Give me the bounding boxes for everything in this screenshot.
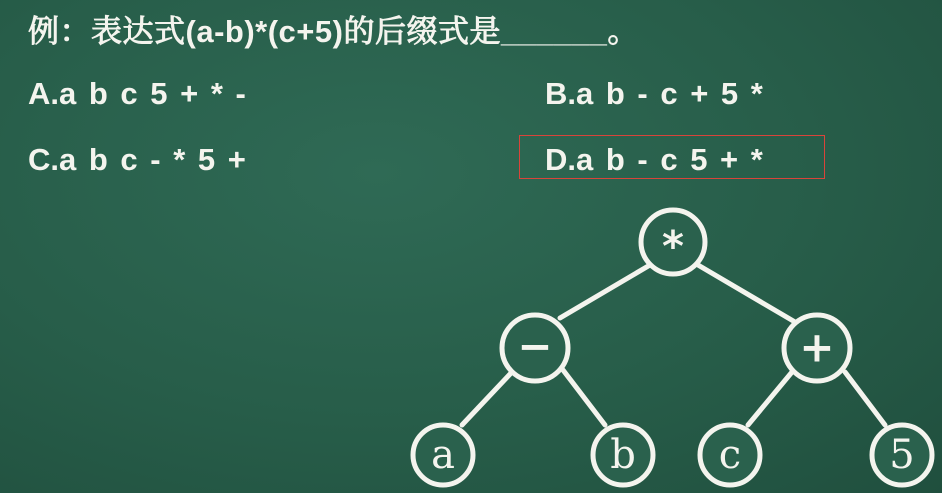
edge-root-right — [698, 265, 795, 322]
tree-leaf-b — [593, 425, 653, 485]
tree-node-root-label: * — [662, 221, 684, 271]
tree-leaf-c-label: c — [718, 432, 742, 478]
tree-leaf-a — [413, 425, 473, 485]
tree-node-plus — [784, 315, 850, 381]
edge-plus-5 — [845, 372, 885, 425]
tree-leaf-5-label: 5 — [889, 432, 915, 478]
tree-node-root — [641, 210, 705, 274]
tree-leaf-b-label: b — [610, 432, 636, 478]
tree-node-minus — [502, 315, 568, 381]
tree-leaf-c — [700, 425, 760, 485]
edge-root-left — [560, 265, 650, 318]
option-b: B.a b - c + 5 * — [545, 76, 763, 111]
tree-node-minus-label: − — [517, 321, 553, 371]
tree-leaf-5 — [872, 425, 932, 485]
option-d: D.a b - c 5 + * — [545, 142, 763, 177]
option-a: A.a b c 5 + * - — [28, 76, 246, 111]
tree-leaf-a-label: a — [431, 432, 455, 478]
option-c: C.a b c - * 5 + — [28, 142, 246, 177]
edge-plus-c — [748, 372, 792, 425]
question-text: 例：表达式(a-b)*(c+5)的后缀式是______。 — [28, 14, 639, 49]
tree-node-plus-label: + — [799, 322, 835, 372]
edge-minus-b — [563, 370, 605, 425]
edge-minus-a — [462, 372, 512, 425]
